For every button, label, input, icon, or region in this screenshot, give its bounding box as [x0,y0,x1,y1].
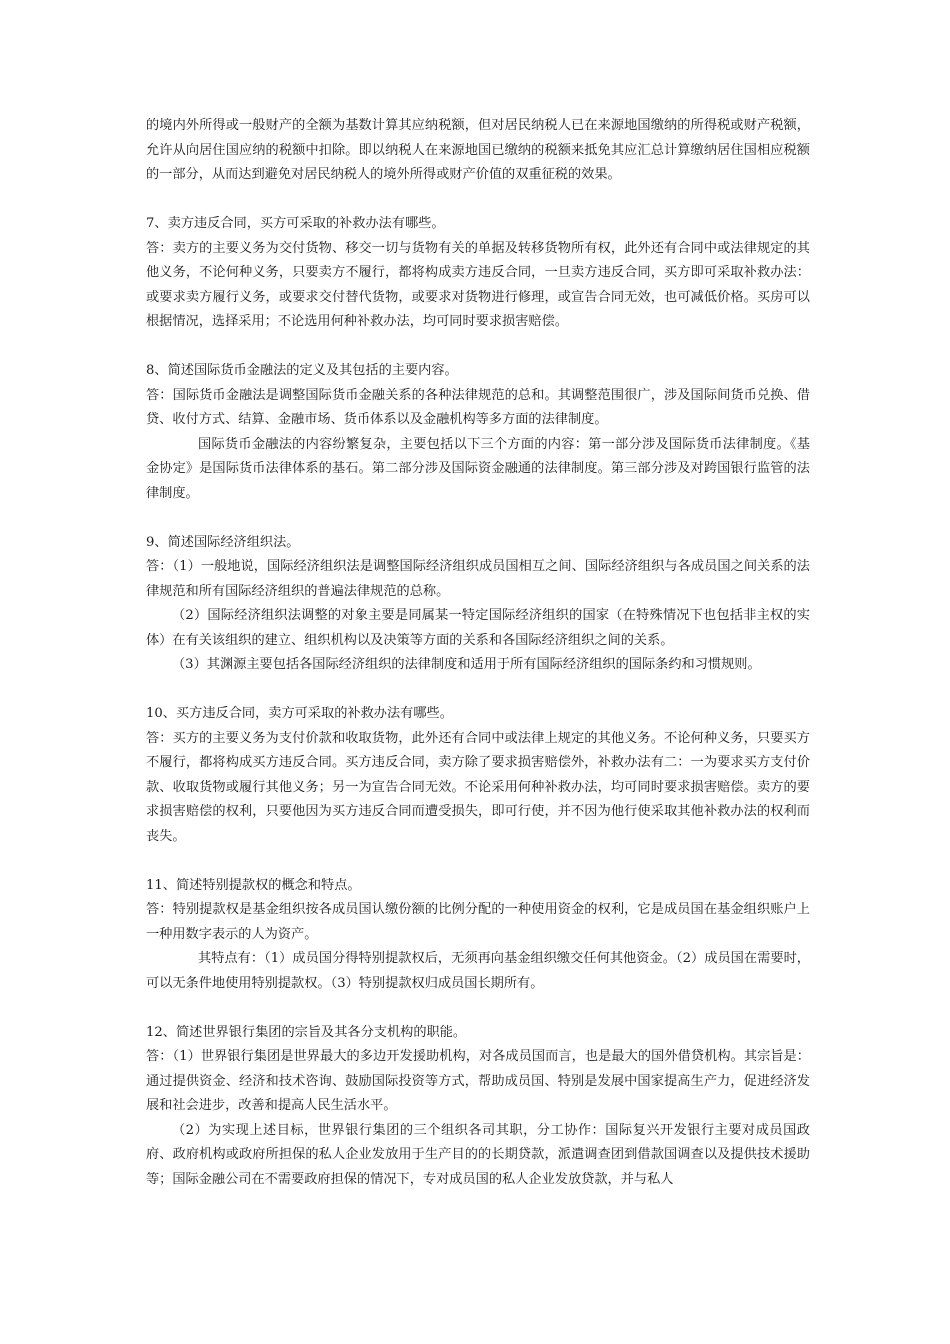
question-11: 11、简述特别提款权的概念和特点。 [146,877,361,893]
answer-9-point-2: （2）国际经济组织法调整的对象主要是同属某一特定国际经济组织的国家（在特殊情况下也包括非主权的实体）在有关该组织的建立、组织机构以及决策等方面的关系和各国际经济组织之间的关系。 [146,608,810,648]
question-12: 12、简述世界银行集团的宗旨及其各分支机构的职能。 [146,1024,467,1040]
answer-11: 答：特别提款权是基金组织按各成员国认缴份额的比例分配的一种使用资金的权利，它是成员国在基金组织账户上一种用数字表示的人为资产。 [146,902,810,942]
answer-7: 答：卖方的主要义务为交付货物、移交一切与货物有关的单据及转移货物所有权，此外还有合同中或法律规定的其他义务，不论何种义务，只要卖方不履行，都将构成卖方违反合同，一旦卖方违反合同，买方即可采取补救办法：或要求卖方履行义务，或要求交付替代货物，或要求对货物进行修理，或宣告合同无效，也可减低价格。买房可以根据情况，选择采用；不论选用何种补救办法，均可同时要求损害赔偿。 [146,240,810,329]
answer-8: 答：国际货币金融法是调整国际货币金融关系的各种法律规范的总和。其调整范围很广，涉及国际间货币兑换、借贷、收付方式、结算、金融市场、货币体系以及金融机构等多方面的法律制度。 [146,387,810,427]
answer-10: 答：买方的主要义务为支付价款和收取货物，此外还有合同中或法律上规定的其他义务。不论何种义务，只要买方不履行，都将构成买方违反合同。买方违反合同，卖方除了要求损害赔偿外，补救办法有二：一为要求买方支付价款、收取货物或履行其他义务；另一为宣告合同无效。不论采用何种补救办法，均可同时要求损害赔偿。卖方的要求损害赔偿的权利，只要他因为买方违反合同而遭受损失，即可行使，并不因为他行使采取其他补救办法的权利而丧失。 [146,730,810,844]
answer-12-point-2: （2）为实现上述目标，世界银行集团的三个组织各司其职，分工协作：国际复兴开发银行主要对成员国政府、政府机构或政府所担保的私人企业发放用于生产目的的长期贷款，派遣调查团到借款国调查以及提供技术援助等；国际金融公司在不需要政府担保的情况下，专对成员国的私人企业发放贷款，并与私人 [146,1122,810,1187]
intro-paragraph: 的境内外所得或一般财产的全额为基数计算其应纳税额，但对居民纳税人已在来源地国缴纳的所得税或财产税额，允许从向居住国应纳的税额中扣除。即以纳税人在来源地国已缴纳的税额来抵免其应汇总计算缴纳居住国相应税额的一部分，从而达到避免对居民纳税人的境外所得或财产价值的双重征税的效果。 [146,118,810,182]
question-10: 10、买方违反合同，卖方可采取的补救办法有哪些。 [146,706,453,721]
answer-8-paragraph-2: 国际货币金融法的内容纷繁复杂，主要包括以下三个方面的内容：第一部分涉及国际货币法律制度。《基金协定》是国际货币法律体系的基石。第二部分涉及国际资金融通的法律制度。第三部分涉及对跨国银行监管的法律制度。 [146,436,810,501]
question-8: 8、简述国际货币金融法的定义及其包括的主要内容。 [146,363,458,378]
answer-9-point-3: （3）其渊源主要包括各国际经济组织的法律制度和适用于所有国际经济组织的国际条约和习惯规则。 [172,657,761,672]
answer-12: 答：（1）世界银行集团是世界最大的多边开发援助机构，对各成员国而言，也是最大的国外借贷机构。其宗旨是：通过提供资金、经济和技术咨询、鼓励国际投资等方式，帮助成员国、特别是发展中国家提高生产力，促进经济发展和社会进步，改善和提高人民生活水平。 [146,1049,810,1113]
question-7: 7、卖方违反合同，买方可采取的补救办法有哪些。 [146,216,445,231]
question-9: 9、简述国际经济组织法。 [146,534,300,550]
answer-9: 答：（1）一般地说，国际经济组织法是调整国际经济组织成员国相互之间、国际经济组织与各成员国之间关系的法律规范和所有国际经济组织的普遍法律规范的总称。 [146,559,810,599]
document-page [146,114,810,1192]
answer-11-paragraph-2: 其特点有：（1）成员国分得特别提款权后，无须再向基金组织缴交任何其他资金。（2）成员国在需要时，可以无条件地使用特别提款权。（3）特别提款权归成员国长期所有。 [146,951,810,991]
